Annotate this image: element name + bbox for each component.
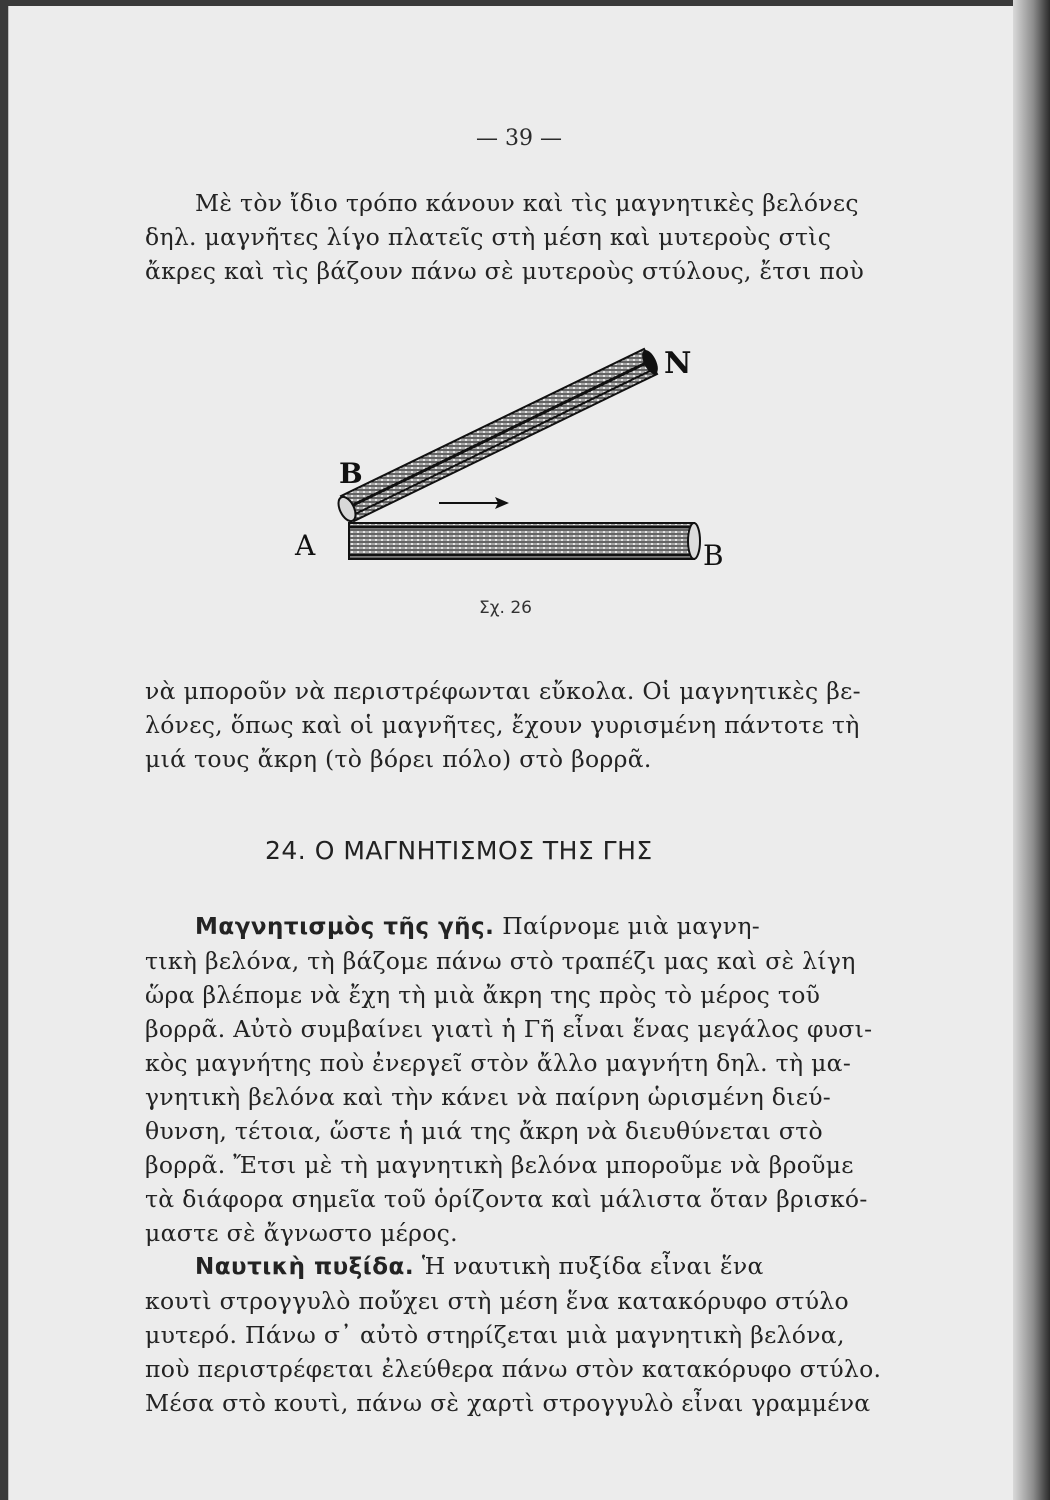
book-page	[8, 6, 1014, 1500]
text-line	[145, 1249, 885, 1284]
text-line: μαστε σὲ ἄγνωστο μέρος.	[145, 1219, 458, 1247]
page-number: — 39 —	[476, 126, 562, 151]
text-line: λόνες, ὅπως καὶ οἱ μαγνῆτες, ἔχουν γυρισμένη πάντοτε τὴ	[145, 711, 860, 739]
horizontal-magnet	[349, 523, 700, 559]
text-line: βορρᾶ. Αὐτὸ συμβαίνει γιατὶ ἡ Γῆ εἶναι ἕνας μεγάλος φυσι-	[145, 1015, 873, 1043]
text-line: μιά τους ἄκρη (τὸ βόρει πόλο) στὸ βορρᾶ.	[145, 745, 652, 773]
intro-paragraph	[145, 186, 885, 288]
magnet-figure	[295, 341, 759, 572]
page-edge-shadow	[1013, 0, 1050, 1500]
label-b-right: B	[703, 539, 724, 572]
earth-magnetism-paragraph	[145, 909, 885, 1250]
text-line: θυνση, τέτοια, ὥστε ἡ μιά της ἄκρη νὰ διευθύνεται στὸ	[145, 1117, 823, 1145]
text-line	[145, 909, 885, 944]
direction-arrow-icon	[439, 497, 509, 509]
term-heading: Ναυτικὴ πυξίδα.	[195, 1254, 415, 1280]
label-a: A	[295, 529, 316, 562]
term-heading: Μαγνητισμὸς τῆς γῆς.	[195, 914, 495, 940]
text-fragment: Ἡ ναυτικὴ πυξίδα εἶναι ἕνα	[414, 1252, 764, 1280]
figure-caption: Σχ. 26	[479, 598, 533, 618]
text-line: τικὴ βελόνα, τὴ βάζομε πάνω στὸ τραπέζι μας καὶ σὲ λίγη	[145, 947, 856, 975]
label-n: N	[664, 346, 692, 381]
compass-paragraph	[145, 1249, 885, 1420]
text-line: μυτερό. Πάνω σ᾽ αὐτὸ στηρίζεται μιὰ μαγνητικὴ βελόνα,	[145, 1321, 845, 1349]
text-line: ὥρα βλέπομε νὰ ἔχη τὴ μιὰ ἄκρη της πρὸς τὸ μέρος τοῦ	[145, 981, 821, 1009]
text-fragment: Παίρνομε μιὰ μαγνη-	[494, 912, 760, 940]
label-b-upper: B	[339, 457, 363, 490]
text-line: γνητικὴ βελόνα καὶ τὴν κάνει νὰ παίρνη ὡρισμένη διεύ-	[145, 1083, 832, 1111]
after-figure-paragraph	[145, 674, 885, 776]
text-line: κουτὶ στρογγυλὸ ποὔχει στὴ μέση ἕνα κατακόρυφο στύλο	[145, 1287, 849, 1315]
section-heading: 24. Ο ΜΑΓΝΗΤΙΣΜΟΣ ΤΗΣ ΓΗΣ	[265, 836, 653, 865]
slanted-magnet	[335, 348, 661, 524]
text-line: δηλ. μαγνῆτες λίγο πλατεῖς στὴ μέση καὶ μυτεροὺς στὶς	[145, 223, 832, 251]
text-line: νὰ μποροῦν νὰ περιστρέφωνται εὔκολα. Οἱ μαγνητικὲς βε-	[145, 677, 861, 705]
text-line: ποὺ περιστρέφεται ἐλεύθερα πάνω στὸν κατακόρυφο στύλο.	[145, 1355, 882, 1383]
text-line: Μὲ τὸν ἴδιο τρόπο κάνουν καὶ τὶς μαγνητικὲς βελόνες	[195, 189, 859, 217]
text-line: βορρᾶ. Ἔτσι μὲ τὴ μαγνητικὴ βελόνα μποροῦμε νὰ βροῦμε	[145, 1151, 854, 1179]
text-line: κὸς μαγνήτης ποὺ ἐνεργεῖ στὸν ἄλλο μαγνήτη δηλ. τὴ μα-	[145, 1049, 852, 1077]
text-line: τὰ διάφορα σημεῖα τοῦ ὁρίζοντα καὶ μάλιστα ὅταν βρισκό-	[145, 1185, 868, 1213]
text-line: ἄκρες καὶ τὶς βάζουν πάνω σὲ μυτεροὺς στύλους, ἔτσι ποὺ	[145, 257, 865, 285]
text-line: Μέσα στὸ κουτὶ, πάνω σὲ χαρτὶ στρογγυλὸ εἶναι γραμμένα	[145, 1389, 871, 1417]
